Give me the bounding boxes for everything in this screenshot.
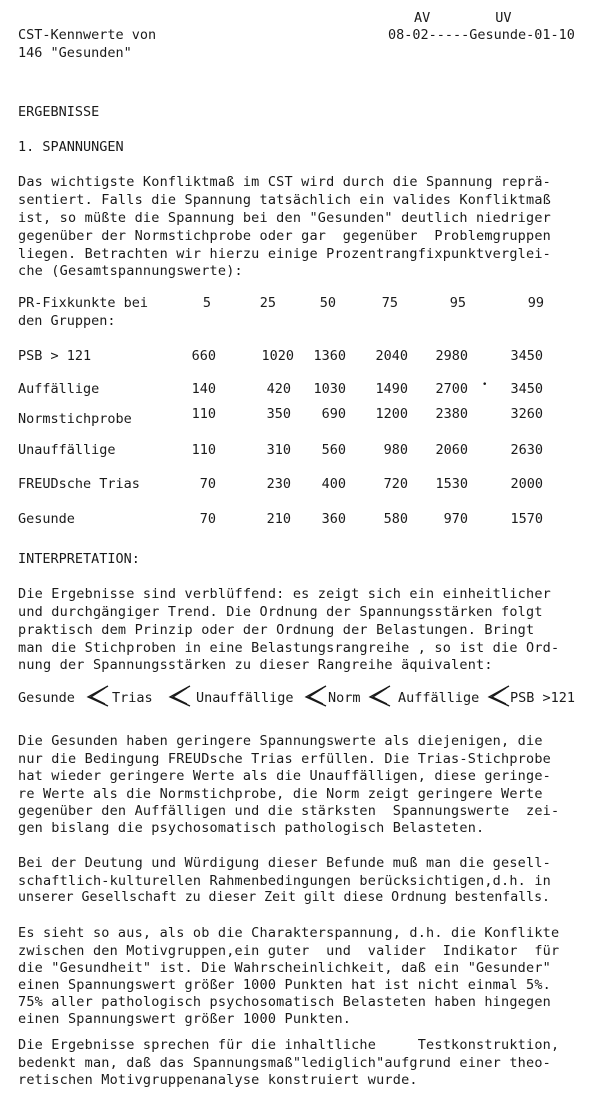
less-than-icon — [485, 684, 511, 708]
table-cell: 1020 — [261, 348, 294, 364]
paragraph-line: Die Gesunden haben geringere Spannungswerte als diejenigen, die — [18, 733, 543, 749]
paragraph-line: bedenkt man, daß das Spannungsmaß"lediglich"aufgrund einer theo- — [18, 1055, 551, 1071]
intro-line: che (Gesamtspannungswerte): — [18, 263, 243, 279]
code-labels: AV UV — [414, 10, 512, 26]
table-cell: 1490 — [375, 381, 408, 397]
table-cell: 1530 — [435, 476, 468, 492]
doc-title-line2: 146 "Gesunden" — [18, 45, 132, 61]
row-label: Unauffällige — [18, 442, 116, 458]
table-cell: 140 — [191, 381, 216, 397]
table-cell: 720 — [383, 476, 408, 492]
paragraph-line: re Werte als die Normstichprobe, die Norm zeigt geringere Werte — [18, 786, 543, 802]
row-label: Normstichprobe — [18, 411, 132, 427]
section-title: ERGEBNISSE — [18, 104, 100, 120]
column-header: 95 — [449, 295, 466, 311]
table-cell: 2000 — [510, 476, 543, 492]
table-cell: 70 — [199, 476, 216, 492]
table-header-line2: den Gruppen: — [18, 313, 116, 329]
table-cell: 400 — [321, 476, 346, 492]
row-label: FREUDsche Trias — [18, 476, 140, 492]
rank-item: PSB >121 — [510, 690, 576, 706]
table-cell: 980 — [383, 442, 408, 458]
rank-item: Unauffällige — [196, 690, 294, 706]
row-label: Gesunde — [18, 511, 75, 527]
column-header: 5 — [202, 295, 211, 311]
table-cell: 360 — [321, 511, 346, 527]
column-header: 75 — [381, 295, 398, 311]
table-cell: 2380 — [435, 406, 468, 422]
paragraph-line: 75% aller pathologisch psychosomatisch Belasteten haben hingegen — [18, 994, 551, 1010]
table-cell: 310 — [266, 442, 291, 458]
table-cell: 210 — [266, 511, 291, 527]
paragraph-line: gen bislang die psychosomatisch pathologisch Belasteten. — [18, 820, 485, 836]
table-cell: 2700 — [435, 381, 468, 397]
table-cell: 350 — [266, 406, 291, 422]
table-cell: 1030 — [313, 381, 346, 397]
interpretation-title: INTERPRETATION: — [18, 551, 140, 567]
table-cell: 690 — [321, 406, 346, 422]
rank-item: Trias — [112, 690, 153, 706]
table-cell: 3450 — [510, 381, 543, 397]
intro-line: gegenüber der Normstichprobe oder gar gegenüber Problemgruppen — [18, 228, 551, 244]
less-than-icon — [366, 684, 392, 708]
row-label: Auffällige — [18, 381, 100, 397]
subsection-title: 1. SPANNUNGEN — [18, 139, 124, 155]
table-cell: 660 — [191, 348, 216, 364]
table-cell: 110 — [191, 406, 216, 422]
table-cell: 230 — [266, 476, 291, 492]
paragraph-line: zwischen den Motivgruppen,ein guter und valider Indikator für — [18, 943, 560, 959]
paragraph-line: gegenüber den Auffälligen und die stärksten Spannungswerte zei- — [18, 803, 560, 819]
doc-title-line1: CST-Kennwerte von — [18, 27, 157, 43]
table-cell: 2630 — [510, 442, 543, 458]
table-cell: 2980 — [435, 348, 468, 364]
paragraph-line: Bei der Deutung und Würdigung dieser Befunde muß man die gesell- — [18, 855, 551, 871]
row-label: PSB > 121 — [18, 348, 92, 364]
less-than-icon — [302, 684, 328, 708]
intro-line: sentiert. Falls die Spannung tatsächlich ein valides Konfliktmaß — [18, 192, 551, 208]
document-code: 08-02-----Gesunde-01-10 — [388, 27, 575, 43]
table-cell: 1360 — [313, 348, 346, 364]
column-header: 99 — [527, 295, 544, 311]
column-header: 50 — [319, 295, 336, 311]
paragraph-line: nur die Bedingung FREUDsche Trias erfüllen. Die Trias-Stichprobe — [18, 751, 551, 767]
table-cell: 970 — [443, 511, 468, 527]
table-header-line1: PR-Fixkunkte bei — [18, 295, 149, 311]
table-cell: 580 — [383, 511, 408, 527]
paragraph-line: die "Gesundheit" ist. Die Wahrscheinlichkeit, daß ein "Gesunder" — [18, 960, 551, 976]
table-cell: 420 — [266, 381, 291, 397]
paragraph-line: Die Ergebnisse sprechen für die inhaltliche Testkonstruktion, — [18, 1037, 560, 1053]
less-than-icon — [84, 684, 110, 708]
intro-line: Das wichtigste Konfliktmaß im CST wird durch die Spannung reprä- — [18, 174, 551, 190]
column-header: 25 — [259, 295, 276, 311]
interpretation-line: Die Ergebnisse sind verblüffend: es zeigt sich ein einheitlicher — [18, 586, 551, 602]
intro-line: liegen. Betrachten wir hierzu einige Prozentrangfixpunktverglei- — [18, 246, 551, 262]
rank-item: Gesunde — [18, 690, 75, 706]
table-cell: 110 — [191, 442, 216, 458]
table-cell: 2060 — [435, 442, 468, 458]
paragraph-line: unserer Gesellschaft zu dieser Zeit gilt diese Ordnung bestenfalls. — [18, 890, 550, 905]
intro-line: ist, so müßte die Spannung bei den "Gesunden" deutlich niedriger — [18, 210, 551, 226]
interpretation-line: praktisch dem Prinzip oder der Ordnung der Belastungen. Bringt — [18, 622, 535, 638]
paragraph-line: hat wieder geringere Werte als die Unauffälligen, diese geringe- — [18, 768, 551, 784]
table-cell: 1570 — [510, 511, 543, 527]
paragraph-line: Es sieht so aus, als ob die Charakterspannung, d.h. die Konflikte — [18, 925, 560, 941]
table-cell: 70 — [199, 511, 216, 527]
interpretation-line: und durchgängiger Trend. Die Ordnung der Spannungsstärken folgt — [18, 604, 543, 620]
table-cell: 1200 — [375, 406, 408, 422]
paragraph-line: einen Spannungswert größer 1000 Punkten. — [18, 1011, 352, 1027]
paragraph-line: retischen Motivgruppenanalyse konstruiert wurde. — [18, 1072, 418, 1088]
interpretation-line: man die Stichproben in eine Belastungsrangreihe , so ist die Ord- — [18, 640, 560, 656]
rank-item: Auffällige — [398, 690, 480, 706]
table-cell: 3450 — [510, 348, 543, 364]
less-than-icon — [166, 684, 192, 708]
rank-item: Norm — [328, 690, 361, 706]
table-cell: 560 — [321, 442, 346, 458]
paragraph-line: einen Spannungswert größer 1000 Punkten hat ist nicht einmal 5%. — [18, 977, 551, 993]
stray-mark: • — [482, 380, 488, 390]
paragraph-line: schaftlich-kulturellen Rahmenbedingungen berücksichtigen,d.h. in — [18, 873, 551, 889]
table-cell: 3260 — [510, 406, 543, 422]
interpretation-line: nung der Spannungsstärken zu dieser Rangreihe äquivalent: — [18, 657, 493, 673]
table-cell: 2040 — [375, 348, 408, 364]
